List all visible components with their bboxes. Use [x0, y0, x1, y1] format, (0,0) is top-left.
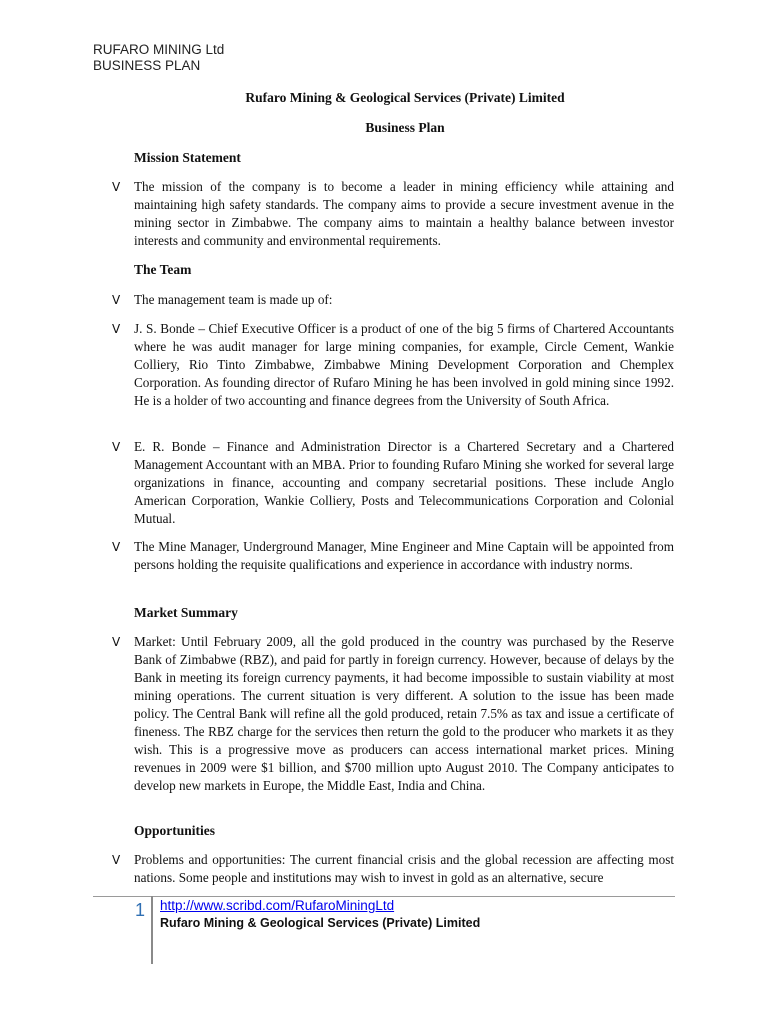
footer-vertical-divider: [151, 896, 153, 964]
section-heading-market: Market Summary: [134, 605, 238, 620]
bullet-icon: ᐯ: [112, 540, 121, 554]
section-heading-mission: Mission Statement: [134, 150, 241, 165]
mission-paragraph: The mission of the company is to become a leader in mining efficiency while attaining and maintaining high safety standards. The company aims to provide a secure investment avenue in the mining sector in Zimbabwe. The company aims to maintain a healthy balance between investor interests and community and environmental requirements.: [134, 179, 674, 248]
document-subtitle: Business Plan: [365, 120, 445, 135]
bullet-icon: ᐯ: [112, 293, 121, 307]
header-company: RUFARO MINING Ltd: [93, 42, 225, 57]
team-intro-paragraph: The management team is made up of:: [134, 292, 333, 307]
bullet-icon: ᐯ: [112, 440, 121, 454]
footer-scribd-link[interactable]: http://www.scribd.com/RufaroMiningLtd: [160, 898, 395, 913]
bullet-icon: ᐯ: [112, 322, 121, 336]
bullet-icon: ᐯ: [112, 180, 121, 194]
market-paragraph: Market: Until February 2009, all the gold produced in the country was purchased by the Reserve Bank of Zimbabwe (RBZ), and paid for partly in foreign currency. However, because of delays by the Bank in meeting its foreign currency payments, it had become impossible to sustain viability at most mining operations. The current situation is very different. A solution to the issue has been made policy. The Central Bank will refine all the gold produced, retain 7.5% as tax and issue a certificate of fineness. The RBZ charge for the services then return the gold to the producer who markets it as they wish. This is a progressive move as producers can access international market prices. Mining revenues in 2009 were $1 billion, and $700 million upto August 2010. The Company anticipates to develop new markets in Europe, the Middle East, India and China.: [134, 634, 674, 793]
section-heading-team: The Team: [134, 262, 192, 277]
team-ceo-paragraph: J. S. Bonde – Chief Executive Officer is a product of one of the big 5 firms of Chartered Accountants where he was audit manager for large mining companies, for example, Circle Cement, Wankie Colliery, Rio Tinto Zimbabwe, Zimbabwe Mining Development Corporation and Chemplex Corporation. As founding director of Rufaro Mining he has been involved in gold mining since 1992. He is a holder of two accounting and finance degrees from the University of South Africa.: [134, 321, 674, 408]
opportunities-paragraph: Problems and opportunities: The current financial crisis and the global recession are affecting most nations. Some people and institutions may wish to invest in gold as an alternative, secure: [134, 852, 674, 885]
bullet-icon: ᐯ: [112, 635, 121, 649]
team-mine-staff-paragraph: The Mine Manager, Underground Manager, Mine Engineer and Mine Captain will be appointed from persons holding the requisite qualifications and experience in accordance with industry norms.: [134, 539, 674, 572]
section-heading-opportunities: Opportunities: [134, 823, 216, 838]
document-title: Rufaro Mining & Geological Services (Private) Limited: [245, 90, 565, 105]
page-number: 1: [135, 900, 146, 920]
footer-divider: [93, 896, 675, 897]
bullet-icon: ᐯ: [112, 853, 121, 867]
running-header: [93, 42, 224, 74]
team-finance-director-paragraph: E. R. Bonde – Finance and Administration Director is a Chartered Secretary and a Chartered Management Accountant with an MBA. Prior to founding Rufaro Mining she worked for several large organizations in finance, accounting and company secretarial positions. These include Anglo American Corporation, Wankie Colliery, Posts and Telecommunications Corporation and Colonial Mutual.: [134, 439, 674, 526]
footer-company-name: Rufaro Mining & Geological Services (Private) Limited: [160, 916, 481, 930]
header-doc-type: BUSINESS PLAN: [93, 58, 201, 73]
